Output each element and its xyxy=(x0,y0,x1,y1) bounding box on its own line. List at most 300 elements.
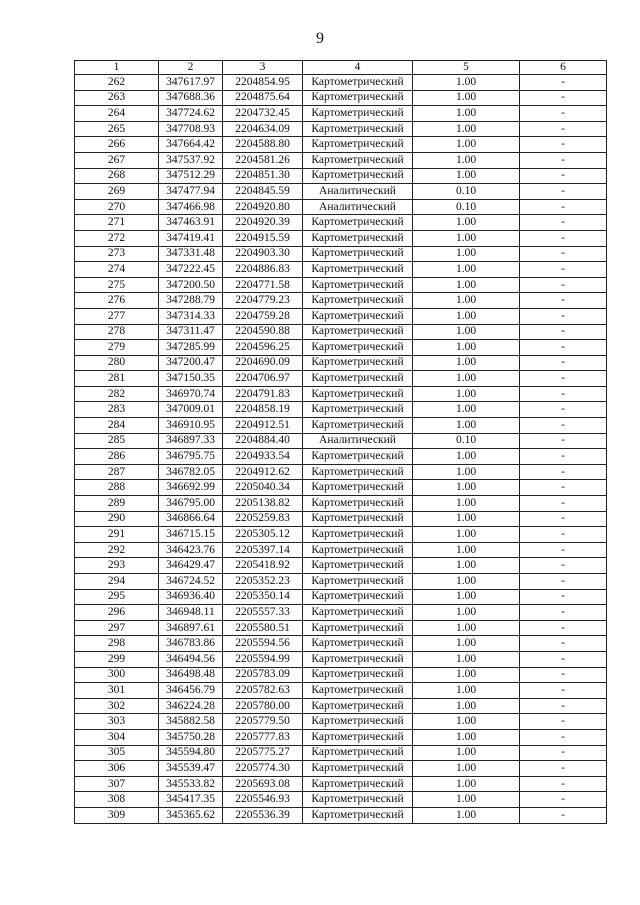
table-cell: 347708.93 xyxy=(159,121,223,137)
table-cell: Картометрический xyxy=(303,262,413,278)
table-cell: 269 xyxy=(75,184,159,200)
table-row xyxy=(75,230,607,246)
table-cell: - xyxy=(520,277,607,293)
table-cell: 347688.36 xyxy=(159,90,223,106)
table-cell: - xyxy=(520,308,607,324)
table-cell: - xyxy=(520,620,607,636)
table-cell: Картометрический xyxy=(303,168,413,184)
table-cell: 1.00 xyxy=(413,542,520,558)
table-cell: 2204933.54 xyxy=(223,449,303,465)
table-body xyxy=(75,75,607,824)
table-cell: 2204886.83 xyxy=(223,262,303,278)
column-header: 3 xyxy=(223,61,303,75)
table-cell: 2205040.34 xyxy=(223,480,303,496)
table-cell: 2205259.83 xyxy=(223,511,303,527)
table-cell: 346782.05 xyxy=(159,464,223,480)
table-cell: 2204875.64 xyxy=(223,90,303,106)
table-cell: Картометрический xyxy=(303,480,413,496)
table-row xyxy=(75,620,607,636)
table-row xyxy=(75,75,607,91)
table-cell: 2204634.09 xyxy=(223,121,303,137)
table-cell: - xyxy=(520,807,607,823)
table-cell: Картометрический xyxy=(303,340,413,356)
table-cell: - xyxy=(520,558,607,574)
table-cell: 346897.61 xyxy=(159,620,223,636)
table-cell: 1.00 xyxy=(413,761,520,777)
table-cell: 2204771.58 xyxy=(223,277,303,293)
table-cell: 2205780.00 xyxy=(223,698,303,714)
table-cell: - xyxy=(520,651,607,667)
table-cell: - xyxy=(520,745,607,761)
table-cell: 1.00 xyxy=(413,651,520,667)
table-cell: 347150.35 xyxy=(159,371,223,387)
table-cell: 264 xyxy=(75,106,159,122)
table-cell: 1.00 xyxy=(413,168,520,184)
table-cell: 2205693.08 xyxy=(223,776,303,792)
table-cell: Картометрический xyxy=(303,464,413,480)
table-cell: - xyxy=(520,152,607,168)
table-cell: 347664.42 xyxy=(159,137,223,153)
table-cell: 262 xyxy=(75,75,159,91)
table-cell: 1.00 xyxy=(413,729,520,745)
table-cell: Картометрический xyxy=(303,761,413,777)
table-cell: - xyxy=(520,449,607,465)
table-cell: 2204884.40 xyxy=(223,433,303,449)
table-cell: 2205305.12 xyxy=(223,527,303,543)
table-cell: 286 xyxy=(75,449,159,465)
table-cell: 287 xyxy=(75,464,159,480)
table-cell: - xyxy=(520,324,607,340)
table-cell: Картометрический xyxy=(303,636,413,652)
table-cell: 1.00 xyxy=(413,698,520,714)
table-row xyxy=(75,792,607,808)
table-cell: - xyxy=(520,433,607,449)
table-cell: 265 xyxy=(75,121,159,137)
column-header: 6 xyxy=(520,61,607,75)
table-cell: 1.00 xyxy=(413,480,520,496)
page-number: 9 xyxy=(316,30,324,47)
table-cell: 284 xyxy=(75,418,159,434)
table-cell: Картометрический xyxy=(303,496,413,512)
table-cell: 281 xyxy=(75,371,159,387)
table-cell: 2205774.30 xyxy=(223,761,303,777)
table-cell: 346936.40 xyxy=(159,589,223,605)
table-cell: 274 xyxy=(75,262,159,278)
table-cell: 1.00 xyxy=(413,527,520,543)
table-cell: 347537.92 xyxy=(159,152,223,168)
table-cell: 293 xyxy=(75,558,159,574)
table-row xyxy=(75,558,607,574)
table-cell: 283 xyxy=(75,402,159,418)
table-cell: 1.00 xyxy=(413,277,520,293)
table-cell: Картометрический xyxy=(303,75,413,91)
table-cell: - xyxy=(520,386,607,402)
table-cell: 345539.47 xyxy=(159,761,223,777)
table-cell: Картометрический xyxy=(303,527,413,543)
table-cell: 1.00 xyxy=(413,574,520,590)
table-row xyxy=(75,386,607,402)
table-cell: 346224.28 xyxy=(159,698,223,714)
table-cell: 2204791.83 xyxy=(223,386,303,402)
table-cell: 346498.48 xyxy=(159,667,223,683)
table-cell: Картометрический xyxy=(303,152,413,168)
table-cell: 309 xyxy=(75,807,159,823)
table-cell: 266 xyxy=(75,137,159,153)
table-row xyxy=(75,371,607,387)
table-cell: 298 xyxy=(75,636,159,652)
table-cell: 346783.86 xyxy=(159,636,223,652)
table-cell: 346897.33 xyxy=(159,433,223,449)
table-row xyxy=(75,418,607,434)
table-row xyxy=(75,729,607,745)
table-cell: Картометрический xyxy=(303,355,413,371)
table-cell: - xyxy=(520,776,607,792)
table-cell: 2204596.25 xyxy=(223,340,303,356)
table-cell: 345750.28 xyxy=(159,729,223,745)
table-cell: 347009.01 xyxy=(159,402,223,418)
table-cell: - xyxy=(520,121,607,137)
table-cell: 2205777.83 xyxy=(223,729,303,745)
table-cell: Картометрический xyxy=(303,324,413,340)
column-header: 5 xyxy=(413,61,520,75)
table-cell: 1.00 xyxy=(413,807,520,823)
table-cell: 1.00 xyxy=(413,340,520,356)
table-cell: 2205782.63 xyxy=(223,683,303,699)
table-cell: 271 xyxy=(75,215,159,231)
table-cell: 2204706.97 xyxy=(223,371,303,387)
table-cell: 280 xyxy=(75,355,159,371)
table-cell: Картометрический xyxy=(303,574,413,590)
table-cell: Картометрический xyxy=(303,714,413,730)
table-row xyxy=(75,574,607,590)
table-cell: 347724.62 xyxy=(159,106,223,122)
table-cell: - xyxy=(520,511,607,527)
table-cell: - xyxy=(520,527,607,543)
table-header-row xyxy=(75,61,607,75)
table-row xyxy=(75,308,607,324)
table-cell: - xyxy=(520,574,607,590)
table-cell: 1.00 xyxy=(413,792,520,808)
table-cell: 2205775.27 xyxy=(223,745,303,761)
table-cell: 1.00 xyxy=(413,418,520,434)
table-cell: 273 xyxy=(75,246,159,262)
table-cell: 346970.74 xyxy=(159,386,223,402)
table-row xyxy=(75,807,607,823)
table-cell: 2204920.39 xyxy=(223,215,303,231)
table-cell: 2204851.30 xyxy=(223,168,303,184)
table-cell: Аналитический xyxy=(303,199,413,215)
table-cell: 2204581.26 xyxy=(223,152,303,168)
table-cell: 347463.91 xyxy=(159,215,223,231)
table-cell: Картометрический xyxy=(303,418,413,434)
table-cell: - xyxy=(520,90,607,106)
table-cell: - xyxy=(520,168,607,184)
table-cell: Картометрический xyxy=(303,402,413,418)
table-row xyxy=(75,714,607,730)
table-cell: 346724.52 xyxy=(159,574,223,590)
table-cell: Аналитический xyxy=(303,433,413,449)
table-cell: 1.00 xyxy=(413,496,520,512)
table-cell: 2204590.88 xyxy=(223,324,303,340)
table-cell: 1.00 xyxy=(413,386,520,402)
table-cell: 299 xyxy=(75,651,159,667)
table-cell: 346948.11 xyxy=(159,605,223,621)
table-cell: Картометрический xyxy=(303,698,413,714)
table-cell: 276 xyxy=(75,293,159,309)
table-cell: 2205580.51 xyxy=(223,620,303,636)
table-cell: Картометрический xyxy=(303,308,413,324)
table-cell: - xyxy=(520,340,607,356)
table-cell: Картометрический xyxy=(303,667,413,683)
table-cell: Картометрический xyxy=(303,605,413,621)
table-cell: 346494.56 xyxy=(159,651,223,667)
table-cell: Картометрический xyxy=(303,137,413,153)
table-cell: 308 xyxy=(75,792,159,808)
table-cell: 268 xyxy=(75,168,159,184)
table-cell: Картометрический xyxy=(303,293,413,309)
table-cell: 291 xyxy=(75,527,159,543)
table-cell: 2204854.95 xyxy=(223,75,303,91)
table-row xyxy=(75,605,607,621)
table-cell: - xyxy=(520,371,607,387)
table-cell: 2205350.14 xyxy=(223,589,303,605)
table-cell: Картометрический xyxy=(303,246,413,262)
table-row xyxy=(75,698,607,714)
column-header: 2 xyxy=(159,61,223,75)
table-cell: 2205352.23 xyxy=(223,574,303,590)
table-cell: 347477.94 xyxy=(159,184,223,200)
table-cell: 1.00 xyxy=(413,776,520,792)
table-cell: 277 xyxy=(75,308,159,324)
table-cell: 1.00 xyxy=(413,589,520,605)
table-row xyxy=(75,589,607,605)
table-cell: 297 xyxy=(75,620,159,636)
table-cell: Картометрический xyxy=(303,745,413,761)
table-cell: Картометрический xyxy=(303,106,413,122)
table-cell: 294 xyxy=(75,574,159,590)
table-cell: Картометрический xyxy=(303,215,413,231)
table-cell: 1.00 xyxy=(413,558,520,574)
table-cell: 347512.29 xyxy=(159,168,223,184)
table-row xyxy=(75,433,607,449)
table-cell: Картометрический xyxy=(303,511,413,527)
table-cell: 2204690.09 xyxy=(223,355,303,371)
table-cell: - xyxy=(520,542,607,558)
table-cell: 304 xyxy=(75,729,159,745)
table-cell: 346456.79 xyxy=(159,683,223,699)
table-cell: 2204845.59 xyxy=(223,184,303,200)
column-header: 4 xyxy=(303,61,413,75)
table-row xyxy=(75,636,607,652)
table-cell: - xyxy=(520,262,607,278)
table-cell: - xyxy=(520,480,607,496)
table-cell: Картометрический xyxy=(303,589,413,605)
table-cell: - xyxy=(520,418,607,434)
table-cell: 2205138.82 xyxy=(223,496,303,512)
table-cell: 347222.45 xyxy=(159,262,223,278)
table-cell: 1.00 xyxy=(413,511,520,527)
table-cell: - xyxy=(520,199,607,215)
table-cell: 346429.47 xyxy=(159,558,223,574)
table-cell: 1.00 xyxy=(413,137,520,153)
table-cell: Картометрический xyxy=(303,792,413,808)
table-cell: 2205779.50 xyxy=(223,714,303,730)
table-cell: 267 xyxy=(75,152,159,168)
table-cell: 2205594.99 xyxy=(223,651,303,667)
table-cell: 346795.00 xyxy=(159,496,223,512)
table-cell: 1.00 xyxy=(413,745,520,761)
table-cell: 278 xyxy=(75,324,159,340)
table-cell: 345882.58 xyxy=(159,714,223,730)
table-cell: 263 xyxy=(75,90,159,106)
table-row xyxy=(75,184,607,200)
table-cell: 270 xyxy=(75,199,159,215)
table-cell: 347311.47 xyxy=(159,324,223,340)
table-row xyxy=(75,355,607,371)
table-cell: 1.00 xyxy=(413,355,520,371)
table-cell: 1.00 xyxy=(413,215,520,231)
table-cell: 1.00 xyxy=(413,714,520,730)
table-cell: 347617.97 xyxy=(159,75,223,91)
table-cell: 1.00 xyxy=(413,75,520,91)
table-cell: 2204915.59 xyxy=(223,230,303,246)
table-cell: - xyxy=(520,698,607,714)
table-cell: Картометрический xyxy=(303,277,413,293)
table-cell: - xyxy=(520,792,607,808)
table-cell: 346866.64 xyxy=(159,511,223,527)
table-cell: - xyxy=(520,230,607,246)
coordinates-table xyxy=(74,60,607,824)
table-cell: 347288.79 xyxy=(159,293,223,309)
table-cell: Картометрический xyxy=(303,620,413,636)
table-cell: 285 xyxy=(75,433,159,449)
table-row xyxy=(75,106,607,122)
table-cell: 1.00 xyxy=(413,262,520,278)
table-cell: 295 xyxy=(75,589,159,605)
table-row xyxy=(75,199,607,215)
table-row xyxy=(75,527,607,543)
table-cell: 347331.48 xyxy=(159,246,223,262)
table-row xyxy=(75,340,607,356)
table-cell: - xyxy=(520,589,607,605)
table-cell: 2205397.14 xyxy=(223,542,303,558)
table-cell: Картометрический xyxy=(303,776,413,792)
table-cell: - xyxy=(520,636,607,652)
table-cell: Картометрический xyxy=(303,386,413,402)
table-cell: - xyxy=(520,402,607,418)
table-cell: 1.00 xyxy=(413,121,520,137)
table-cell: 2205783.09 xyxy=(223,667,303,683)
table-cell: Аналитический xyxy=(303,184,413,200)
table-cell: 272 xyxy=(75,230,159,246)
table-cell: 288 xyxy=(75,480,159,496)
table-cell: - xyxy=(520,75,607,91)
table-cell: 1.00 xyxy=(413,152,520,168)
table-cell: 347285.99 xyxy=(159,340,223,356)
table-cell: - xyxy=(520,605,607,621)
table-cell: 282 xyxy=(75,386,159,402)
table-cell: 1.00 xyxy=(413,683,520,699)
table-row xyxy=(75,745,607,761)
table-cell: 347200.50 xyxy=(159,277,223,293)
table-cell: 0.10 xyxy=(413,433,520,449)
table-cell: 346423.76 xyxy=(159,542,223,558)
table-row xyxy=(75,683,607,699)
table-cell: 306 xyxy=(75,761,159,777)
table-cell: 0.10 xyxy=(413,199,520,215)
table-cell: 347200.47 xyxy=(159,355,223,371)
table-row xyxy=(75,152,607,168)
table-cell: Картометрический xyxy=(303,230,413,246)
table-row xyxy=(75,449,607,465)
table-cell: 346910.95 xyxy=(159,418,223,434)
table-cell: - xyxy=(520,496,607,512)
table-cell: Картометрический xyxy=(303,371,413,387)
table-cell: - xyxy=(520,464,607,480)
column-header: 1 xyxy=(75,61,159,75)
table-cell: 1.00 xyxy=(413,667,520,683)
table-row xyxy=(75,667,607,683)
table-row xyxy=(75,293,607,309)
table-cell: 303 xyxy=(75,714,159,730)
table-cell: 1.00 xyxy=(413,106,520,122)
table-row xyxy=(75,168,607,184)
table-cell: 296 xyxy=(75,605,159,621)
table-cell: 2205418.92 xyxy=(223,558,303,574)
table-cell: - xyxy=(520,683,607,699)
table-cell: - xyxy=(520,667,607,683)
table-cell: Картометрический xyxy=(303,558,413,574)
table-row xyxy=(75,480,607,496)
table-row xyxy=(75,277,607,293)
table-row xyxy=(75,511,607,527)
table-cell: 1.00 xyxy=(413,620,520,636)
table-row xyxy=(75,324,607,340)
table-cell: 0.10 xyxy=(413,184,520,200)
table-cell: 347314.33 xyxy=(159,308,223,324)
table-cell: - xyxy=(520,184,607,200)
table-cell: 1.00 xyxy=(413,293,520,309)
table-row xyxy=(75,137,607,153)
table-cell: - xyxy=(520,246,607,262)
table-cell: 2204903.30 xyxy=(223,246,303,262)
table-cell: 305 xyxy=(75,745,159,761)
table-cell: 1.00 xyxy=(413,402,520,418)
table-cell: 2204588.80 xyxy=(223,137,303,153)
table-cell: 2204912.62 xyxy=(223,464,303,480)
table-row xyxy=(75,761,607,777)
table-cell: Картометрический xyxy=(303,121,413,137)
table-cell: 345417.35 xyxy=(159,792,223,808)
table-cell: 345533.82 xyxy=(159,776,223,792)
table-cell: 1.00 xyxy=(413,464,520,480)
table-cell: - xyxy=(520,293,607,309)
table-cell: 292 xyxy=(75,542,159,558)
table-cell: Картометрический xyxy=(303,807,413,823)
table-cell: 1.00 xyxy=(413,449,520,465)
table-cell: Картометрический xyxy=(303,449,413,465)
table-row xyxy=(75,651,607,667)
table-row xyxy=(75,496,607,512)
table-cell: 2204779.23 xyxy=(223,293,303,309)
table-cell: 290 xyxy=(75,511,159,527)
table-cell: Картометрический xyxy=(303,542,413,558)
table-row xyxy=(75,90,607,106)
table-cell: 346715.15 xyxy=(159,527,223,543)
table-cell: 1.00 xyxy=(413,636,520,652)
table-cell: 300 xyxy=(75,667,159,683)
table-cell: 347466.98 xyxy=(159,199,223,215)
